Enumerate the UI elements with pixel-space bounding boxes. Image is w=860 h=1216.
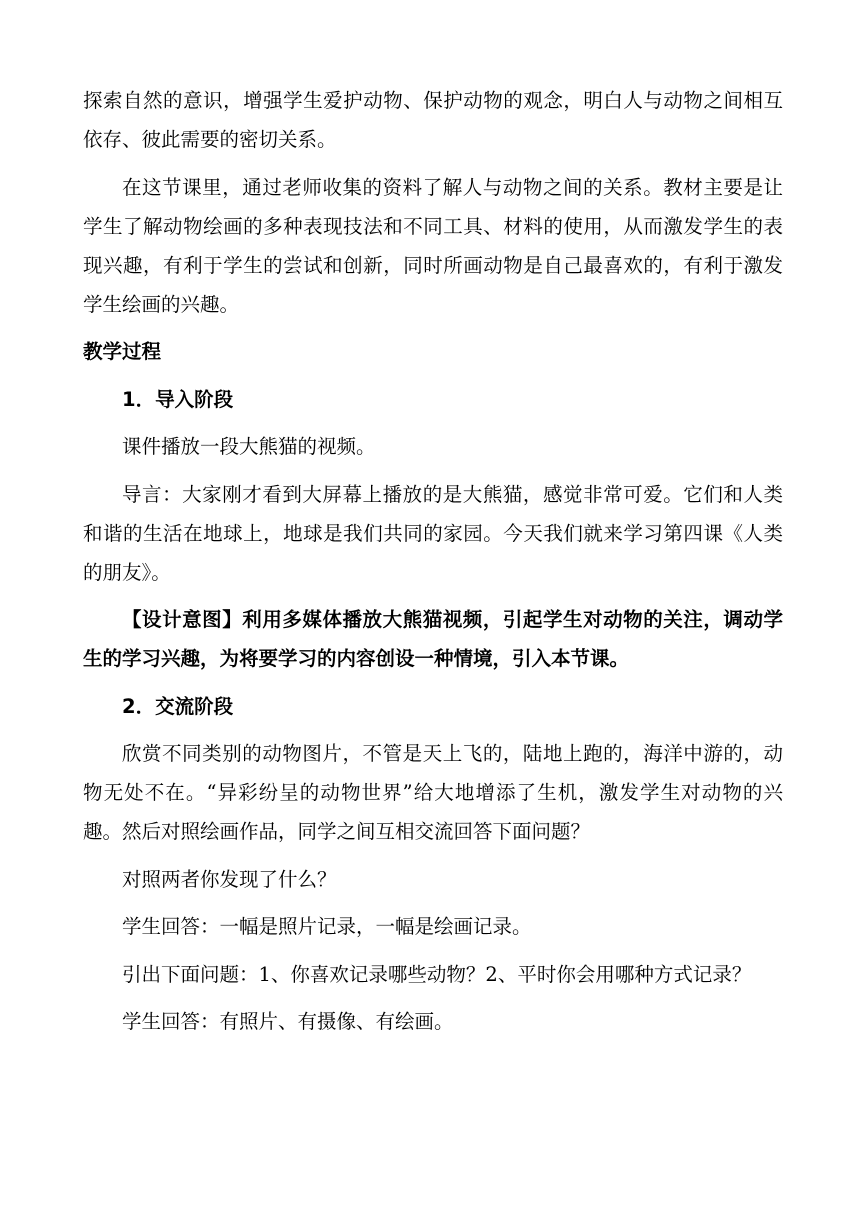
stage1-video-paragraph: 课件播放一段大熊猫的视频。	[122, 435, 376, 458]
stage2-heading: 2．交流阶段	[122, 694, 234, 718]
document-page	[83, 81, 783, 1050]
stage1-introduction-paragraph: 导言：大家刚才看到大屏幕上播放的是大熊猫，感觉非常可爱。它们和人类和谐的生活在地球上，地球是我们共同的家园。今天我们就来学习第四课《人类的朋友》。	[83, 482, 783, 584]
stage1-design-intent: 【设计意图】利用多媒体播放大熊猫视频，引起学生对动物的关注，调动学生的学习兴趣，为将要学习的内容创设一种情境，引入本节课。	[83, 608, 783, 670]
stage2-followup-questions-paragraph: 引出下面问题：1、你喜欢记录哪些动物？2、平时你会用哪种方式记录？	[122, 962, 752, 986]
stage2-answer2-paragraph: 学生回答：有照片、有摄像、有绘画。	[122, 1010, 454, 1033]
stage2-question-paragraph: 对照两者你发现了什么？	[122, 867, 337, 891]
stage2-appreciation-paragraph: 欣赏不同类别的动物图片，不管是天上飞的，陆地上跑的，海洋中游的，动物无处不在。“异彩纷呈的动物世界”给大地增添了生机，激发学生对动物的兴趣。然后对照绘画作品，同学之间互相交流回答下面问题？	[83, 742, 783, 843]
teaching-process-heading: 教学过程	[83, 340, 162, 363]
lesson-overview-paragraph: 在这节课里，通过老师收集的资料了解人与动物之间的关系。教材主要是让学生了解动物绘画的多种表现技法和不同工具、材料的使用，从而激发学生的表现兴趣，有利于学生的尝试和创新，同时所画动物是自己最喜欢的，有利于激发学生绘画的兴趣。	[83, 175, 783, 316]
stage2-answer1-paragraph: 学生回答：一幅是照片记录，一幅是绘画记录。	[122, 915, 532, 938]
intro-paragraph-continued: 探索自然的意识，增强学生爱护动物、保护动物的观念，明白人与动物之间相互依存、彼此需要的密切关系。	[83, 89, 783, 151]
stage1-heading: 1．导入阶段	[122, 387, 234, 411]
